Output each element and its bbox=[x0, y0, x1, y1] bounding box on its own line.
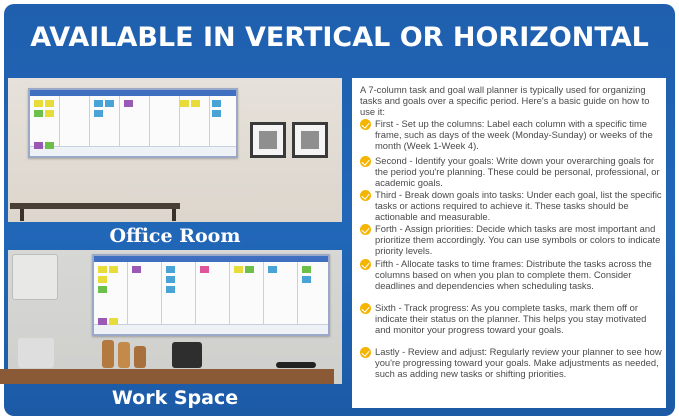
checkmark-circle-icon bbox=[360, 190, 371, 201]
sticky-note bbox=[132, 266, 141, 273]
sticky-note bbox=[166, 286, 175, 293]
storage-jar bbox=[118, 342, 130, 368]
checkmark-circle-icon bbox=[360, 156, 371, 167]
sticky-note bbox=[98, 286, 107, 293]
sticky-note bbox=[302, 266, 311, 273]
sticky-note bbox=[98, 276, 107, 283]
storage-jar bbox=[134, 346, 146, 368]
sticky-note bbox=[34, 142, 43, 149]
sticky-note bbox=[109, 318, 118, 325]
storage-jar bbox=[102, 340, 114, 368]
checkmark-circle-icon bbox=[360, 259, 371, 270]
sticky-note bbox=[105, 100, 114, 107]
sticky-note bbox=[191, 100, 200, 107]
wall-planner-board bbox=[92, 254, 330, 336]
wall-art-frame bbox=[292, 122, 328, 158]
work-space-caption: Work Space bbox=[111, 387, 239, 409]
sticky-note bbox=[94, 100, 103, 107]
sticky-note bbox=[234, 266, 243, 273]
dish-rack bbox=[18, 338, 54, 368]
sticky-note bbox=[34, 110, 43, 117]
sticky-note bbox=[94, 110, 103, 117]
guide-intro: A 7-column task and goal wall planner is typically used for organizing tasks and goals over a specific period. Here's a basic guide on how to use it: bbox=[360, 84, 650, 118]
checkmark-circle-icon bbox=[360, 347, 371, 358]
desk bbox=[10, 203, 180, 209]
sticky-note bbox=[268, 266, 277, 273]
banner-title: AVAILABLE IN VERTICAL OR HORIZONTAL bbox=[30, 22, 649, 53]
sticky-note bbox=[166, 276, 175, 283]
sticky-note bbox=[34, 100, 43, 107]
wall-art-frame bbox=[250, 122, 286, 158]
frying-pan bbox=[276, 362, 316, 368]
sticky-note bbox=[166, 266, 175, 273]
cabinet-door bbox=[12, 254, 58, 300]
sticky-note bbox=[245, 266, 254, 273]
sticky-note bbox=[98, 266, 107, 273]
office-room-photo bbox=[8, 78, 342, 222]
sticky-note bbox=[200, 266, 209, 273]
sticky-note bbox=[124, 100, 133, 107]
guide-panel: A 7-column task and goal wall planner is typically used for organizing tasks and goals over a specific period. Here's a basic guide on how to use it: First - Set up the columns: Label each column with a specific time frame, such as days of the week (Monday-Sunday) or weeks of the month (Week 1-Week 4). Second - Identify your goals: Write down your overarching goals for the period you're planning. These could be personal, professional, or academic goals. Third - Break down goals into tasks: Under each goal, list the specific tasks or actions required to achieve it. These tasks should be actionable and measurable. Forth - Assign priorities: Decide which tasks are most important and prioritize them accordingly. You can use symbols or colors to indicate priority levels. Fifth - Allocate tasks to time frames: Distribute the tasks across the columns based on when you plan to complete them. Consider deadlines and dependencies when scheduling tasks. Sixth - Track progress: As you complete tasks, mark them off or indicate their status on the planner. This helps you stay motivated and monitor your progress toward your goals. Lastly - Review and adjust: Regularly review your planner to see how you're progressing toward your goals. Make adjustments as needed, such as adding new tasks or shifting priorities. bbox=[352, 78, 666, 408]
sticky-note bbox=[302, 276, 311, 283]
sticky-note bbox=[212, 100, 221, 107]
sticky-note bbox=[45, 110, 54, 117]
toaster bbox=[172, 342, 202, 368]
wall-planner-board bbox=[28, 88, 238, 158]
sticky-note bbox=[45, 142, 54, 149]
kitchen-counter bbox=[0, 369, 334, 384]
sticky-note bbox=[109, 266, 118, 273]
office-room-caption: Office Room bbox=[109, 225, 241, 247]
checkmark-circle-icon bbox=[360, 119, 371, 130]
checkmark-circle-icon bbox=[360, 303, 371, 314]
sticky-note bbox=[212, 110, 221, 117]
checkmark-circle-icon bbox=[360, 224, 371, 235]
work-space-photo bbox=[8, 250, 342, 384]
sticky-note bbox=[98, 318, 107, 325]
sticky-note bbox=[45, 100, 54, 107]
sticky-note bbox=[180, 100, 189, 107]
